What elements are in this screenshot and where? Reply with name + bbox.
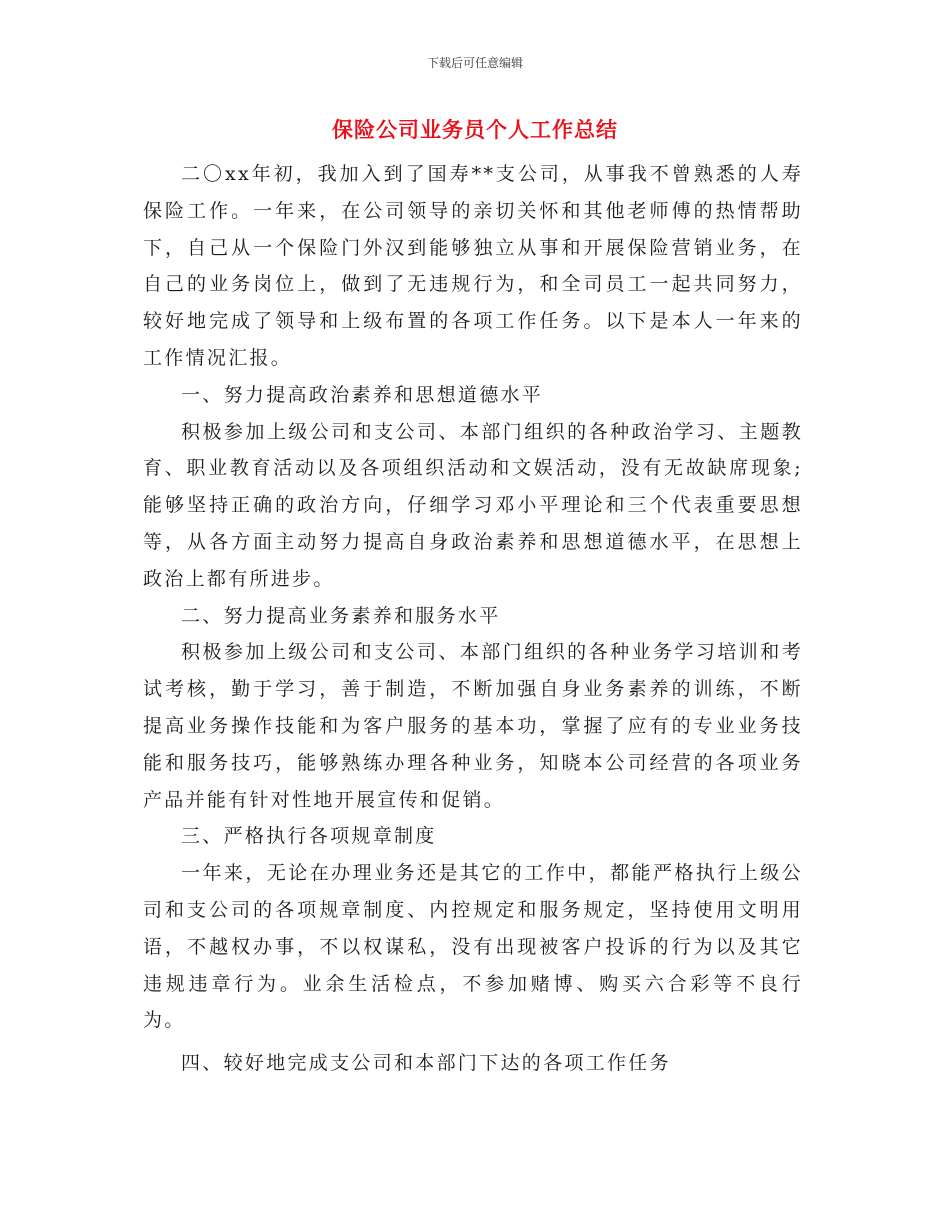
intro-paragraph: 二〇xx年初，我加入到了国寿**支公司，从事我不曾熟悉的人寿保险工作。一年来，在公司领导的亲切关怀和其他老师傅的热情帮助下，自己从一个保险门外汉到能够独立从事和开展保险营销业务，在自己的业务岗位上，做到了无违规行为，和全司员工一起共同努力，较好地完成了领导和上级布置的各项工作任务。以下是本人一年来的工作情况汇报。 [143,163,803,369]
document-title: 保险公司业务员个人工作总结 [332,118,618,142]
section-body-2: 积极参加上级公司和支公司、本部门组织的各种业务学习培训和考试考核，勤于学习，善于制造，不断加强自身业务素养的训练，不断提高业务操作技能和为客户服务的基本功，掌握了应有的专业业务技能和服务技巧，能够熟练办理各种业务，知晓本公司经营的各项业务产品并能有针对性地开展宣传和促销。 [143,641,803,811]
section-heading-4: 四、较好地完成支公司和本部门下达的各项工作任务 [181,1052,671,1075]
section-heading-1: 一、努力提高政治素养和思想道德水平 [181,383,544,406]
document-body [143,156,803,1082]
section-heading-2: 二、努力提高业务素养和服务水平 [181,604,501,627]
header-note: 下载后可任意编辑 [426,56,523,70]
section-body-1: 积极参加上级公司和支公司、本部门组织的各种政治学习、主题教育、职业教育活动以及各项组织活动和文娱活动，没有无故缺席现象;能够坚持正确的政治方向，仔细学习邓小平理论和三个代表重要思想等，从各方面主动努力提高自身政治素养和思想道德水平，在思想上政治上都有所进步。 [143,420,803,590]
section-heading-3: 三、严格执行各项规章制度 [181,825,437,848]
section-body-3: 一年来，无论在办理业务还是其它的工作中，都能严格执行上级公司和支公司的各项规章制度、内控规定和服务规定，坚持使用文明用语，不越权办事，不以权谋私，没有出现被客户投诉的行为以及其它违规违章行为。业余生活检点，不参加赌博、购买六合彩等不良行为。 [143,862,803,1032]
